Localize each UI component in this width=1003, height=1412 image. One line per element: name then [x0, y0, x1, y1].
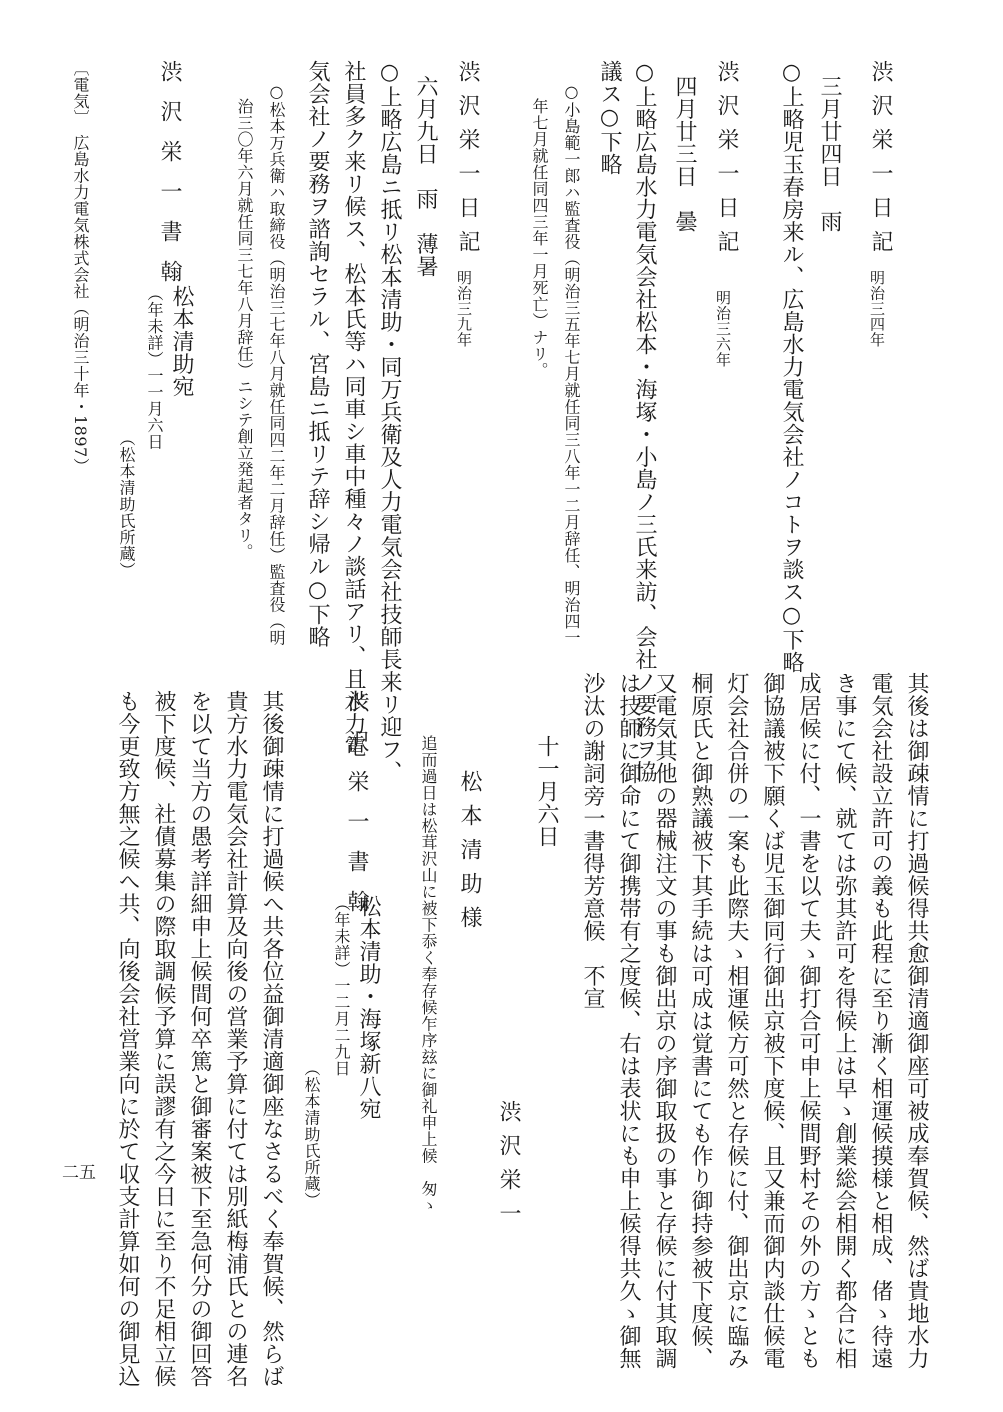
diary-entry: ○上略児玉春房来ル、広島水力電気会社ノコトヲ談ス○下略 — [779, 60, 804, 674]
diary-entry: 社員多ク来リ候ス、松本氏等ハ同車シ車中種々ノ談話アリ、且水力電 — [341, 60, 366, 758]
letter-body-line: 御協議被下願くば児玉御同行御出京被下度候、且又兼而御内談仕候電 — [760, 672, 785, 1370]
diary-date: 六月九日 雨 薄暑 — [413, 75, 438, 278]
letter-body-line: 又電気其他の器械注文の事も御出京の序御取扱の事と存候に付其取調 — [652, 672, 677, 1370]
section-heading: 〔電気〕 広島水力電気株式会社（明治三十年・1897） — [71, 60, 90, 475]
page-number: 二五 — [62, 1163, 96, 1183]
diary-title: 渋沢栄一日記 — [868, 60, 893, 264]
letter-body-line: 沙汰の謝詞旁一書得芳意候 不宣 — [580, 672, 605, 1010]
diary-year: 明治三四年 — [868, 270, 886, 348]
letter-date: 十一月六日 — [534, 735, 559, 848]
diary-year: 明治三六年 — [714, 290, 732, 368]
letter-title: 渋沢栄一書翰 — [157, 60, 182, 300]
letter-addressee: 松本清助・海塚新八宛 — [356, 895, 381, 1120]
annotation-note: ○松本万兵衛ハ取締役（明治三七年八月就任同四二年二月辞任）監査役（明 — [267, 82, 286, 646]
letter-body-line: は技師に御命にて御携帯有之度候、右は表状にも申上候得共久ゝ御無 — [616, 672, 641, 1370]
letter-body-line: 成居候に付、一書を以て夫ゝ御打合可申上候間野村その外の方ゝとも — [796, 672, 821, 1370]
annotation-note: ○小島範一郎ハ監査役（明治三五年七月就任同三八年一二月辞任、明治四一 — [562, 82, 581, 646]
letter-sender: 渋沢栄一 — [496, 1100, 521, 1236]
diary-date: 三月廿四日 雨 — [817, 75, 842, 233]
letter-addressee: 松本清助宛 — [169, 285, 194, 398]
diary-entry: ○上略広島ニ抵リ松本清助・同万兵衛及人力電気会社技師長来リ迎フ、 — [377, 60, 402, 783]
letter-body-line: 灯会社合併の一案も此際夫ゝ相運候方可然と存候に付、御出京に臨み — [724, 672, 749, 1370]
diary-year: 明治三九年 — [455, 270, 473, 348]
diary-title: 渋沢栄一日記 — [455, 60, 480, 264]
letter-recipient: 松本清助様 — [457, 770, 482, 940]
letter-body-line: を以て当方の愚考詳細申上候間何卒篤と御審案被下至急何分の御回答 — [187, 690, 212, 1388]
letter-body-line: 被下度候、社債募集の際取調候予算に誤謬有之今日に至り不足相立候 — [151, 690, 176, 1388]
letter-body-line: 電気会社設立許可の義も此程に至り漸く相運候摸様と相成、偖ゝ待遠 — [868, 672, 893, 1370]
source-note: （松本清助氏所蔵） — [302, 1060, 321, 1209]
letter-date: （年未詳）一二月二九日 — [332, 895, 351, 1077]
diary-title: 渋沢栄一日記 — [714, 60, 739, 264]
letter-body-line: 貴方水力電気会社計算及向後の営業予算に付ては別紙梅浦氏との連名 — [223, 690, 248, 1388]
diary-entry: ○上略広島水力電気会社松本・海塚・小島ノ三氏来訪、会社ノ要務ヲ協 — [632, 60, 657, 783]
letter-body-line: 桐原氏と御熟議被下其手続は可成は覚書にても作り御持参被下度候、 — [688, 672, 713, 1370]
diary-date: 四月廿三日 曇 — [672, 75, 697, 233]
source-note: （松本清助氏所蔵） — [117, 430, 136, 579]
annotation-note: 年七月就任同四三年一月死亡）ナリ。 — [530, 98, 549, 379]
diary-entry: 気会社ノ要務ヲ諮詢セラル、宮島ニ抵リテ辞シ帰ル○下略 — [305, 60, 330, 648]
diary-entry: 議ス○下略 — [597, 60, 622, 176]
letter-date: （年未詳）一一月六日 — [145, 285, 164, 450]
letter-body-line: 其後御疎情に打過候へ共各位益御清適御座なさるべく奉賀候、然らば — [259, 690, 284, 1388]
letter-body-line: 其後は御疎情に打過候得共愈御清適御座可被成奉賀候、然ば貴地水力 — [904, 672, 929, 1370]
letter-postscript: 追而過日は松茸沢山に被下忝く奉存候乍序玆に御礼申上候 匆ゝ — [419, 735, 438, 1214]
annotation-note: 治三〇年六月就任同三七年八月辞任）ニシテ創立発起者タリ。 — [235, 98, 254, 560]
letter-title: 渋沢栄一書翰 — [344, 690, 369, 930]
letter-body-line: も今更致方無之候へ共、向後会社営業向に於て収支計算如何の御見込 — [115, 690, 140, 1388]
letter-body-line: き事にて候、就ては弥其許可を得候上は早ゝ創業総会相開く都合に相 — [832, 672, 857, 1370]
